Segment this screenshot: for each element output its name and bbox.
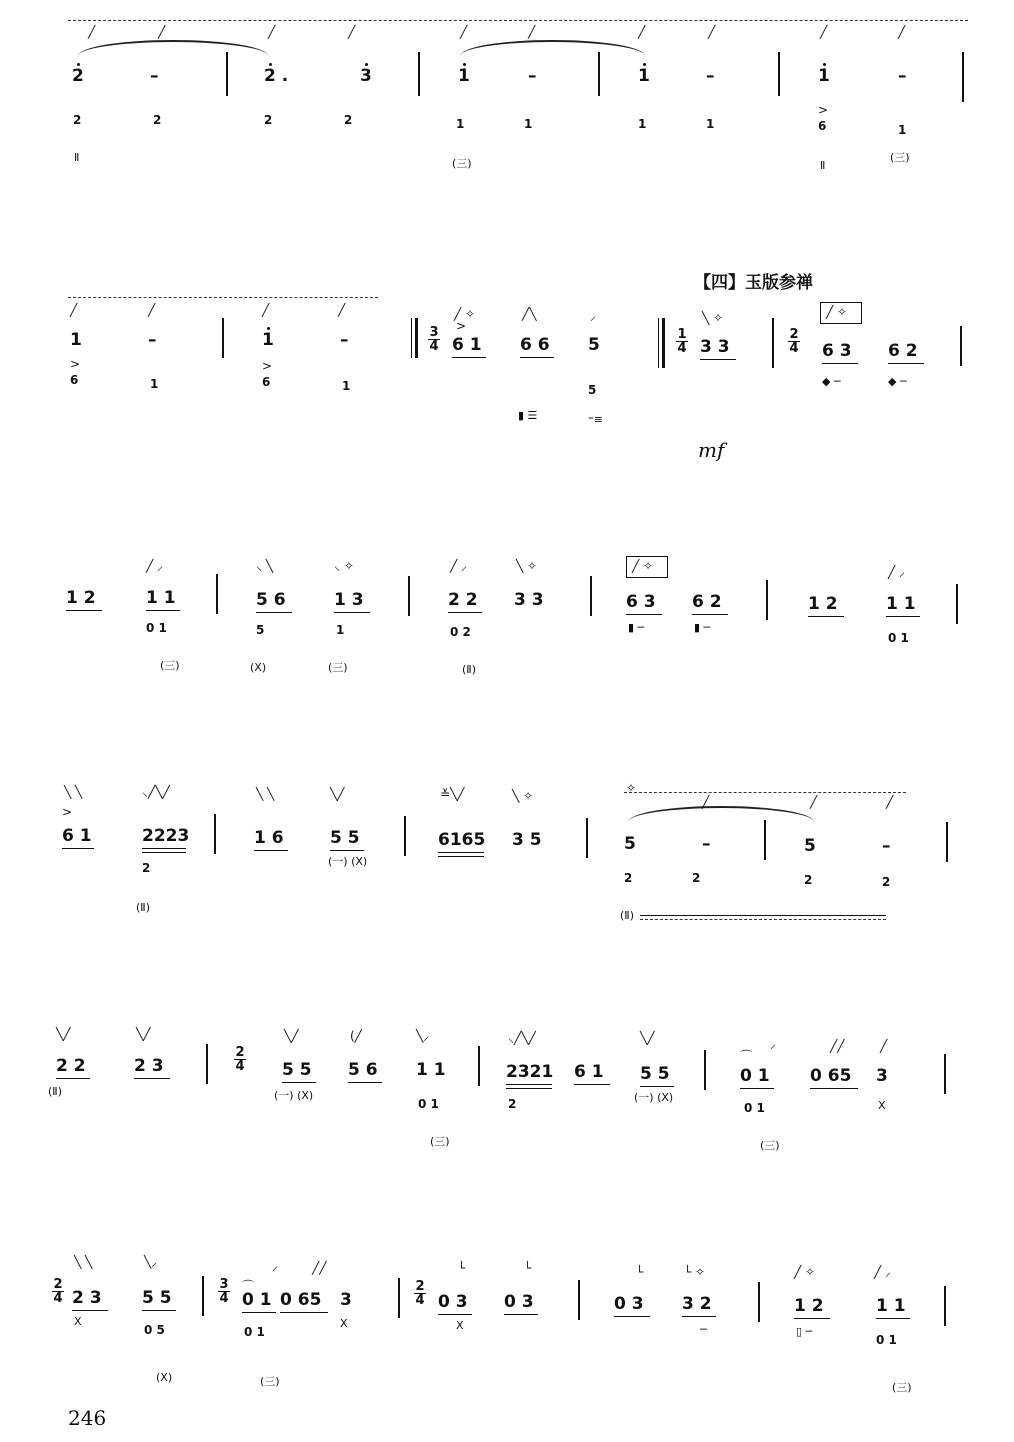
accent-mark: > (456, 319, 467, 333)
underline (682, 1316, 716, 1317)
underline (448, 612, 482, 613)
string-mark: (三) (328, 661, 348, 674)
bass-note: 2 (624, 871, 633, 885)
bass-note: 2 (264, 113, 273, 127)
underline (794, 1318, 830, 1319)
note: 1 1 (146, 588, 176, 608)
dashed-line (640, 919, 886, 920)
bass-note: 1 (706, 117, 715, 131)
underline (692, 614, 728, 615)
note: 2 2 (448, 590, 478, 610)
barline (214, 814, 216, 854)
string-mark: (三) (160, 659, 180, 672)
bowing-mark: ╱ (886, 795, 894, 809)
bowing-mark: ╱ (820, 25, 828, 39)
bowing-mark: ╱ (262, 303, 270, 317)
note: 6 3 (626, 592, 656, 612)
string-mark: ▮ ─ (628, 621, 645, 634)
string-mark: (Ⅱ) (620, 909, 634, 922)
octave-dot (267, 327, 270, 330)
bowing-mark: ╱ (898, 25, 906, 39)
note: 1 1 (416, 1060, 446, 1080)
note: 5 5 (142, 1288, 172, 1308)
bass-note: 5 (256, 623, 265, 637)
bowing-mark: ╱ ⸝ (450, 559, 468, 573)
double-barline (411, 318, 418, 358)
bowing-mark: ╲╱ (56, 1027, 71, 1041)
bowing-mark: ╱ ✧ (632, 559, 654, 573)
barline (586, 818, 588, 858)
note: 5 5 (330, 828, 360, 848)
underline (56, 1078, 90, 1079)
bowing-mark: └ (636, 1265, 644, 1279)
bowing-mark: ╱ (348, 25, 356, 39)
bowing-mark: ⸝ (770, 1037, 777, 1051)
tremolo-line (640, 915, 886, 916)
bass-note: 1 (898, 123, 907, 137)
bowing-mark: ✧ (626, 781, 637, 795)
bass-note: 2 (882, 875, 891, 889)
underline (810, 1088, 858, 1089)
note: 0 3 (614, 1294, 644, 1314)
string-mark: (三) (452, 157, 472, 170)
note: 2 . (264, 66, 289, 86)
barline (398, 1278, 400, 1318)
underline (66, 610, 102, 611)
bass-note: 6 (70, 373, 79, 387)
bowing-mark: └ (524, 1261, 532, 1275)
bass-note: 2 (344, 113, 353, 127)
underline (438, 856, 484, 857)
note: – (706, 66, 715, 86)
string-mark: (三) (430, 1135, 450, 1148)
underline (146, 610, 180, 611)
accent-mark: > (818, 103, 829, 117)
bass-note: 1 (456, 117, 465, 131)
fermata: ⌒ (242, 1279, 255, 1293)
note: 1 (458, 66, 470, 86)
note: 1 1 (876, 1296, 906, 1316)
underline (876, 1318, 910, 1319)
note: 5 (624, 834, 636, 854)
bass-note: 0 1 (744, 1101, 765, 1115)
barline (216, 574, 218, 614)
bass-note: 0 1 (888, 631, 909, 645)
barline (226, 52, 228, 96)
note: 6 1 (62, 826, 92, 846)
note: 5 5 (282, 1060, 312, 1080)
bowing-mark: ╲⸝ (416, 1029, 430, 1043)
underline (348, 1082, 382, 1083)
note: 0 65 (810, 1066, 852, 1086)
note: 2 2 (56, 1056, 86, 1076)
barline (772, 318, 774, 368)
underline (334, 612, 370, 613)
note: – (702, 834, 711, 854)
underline (626, 614, 662, 615)
bowing-mark: ╱ (88, 25, 96, 39)
bowing-mark: ╱ ✧ (794, 1265, 816, 1279)
time-signature: 3 4 (219, 1277, 229, 1306)
bass-note: 0 2 (450, 625, 471, 639)
string-mark: (三) (760, 1139, 780, 1152)
bass-note: 2 (142, 861, 151, 875)
underline (574, 1084, 610, 1085)
underline (504, 1314, 538, 1315)
string-mark: ▯ ─ (796, 1325, 813, 1338)
note: 1 (818, 66, 830, 86)
bowing-mark: ╱ (880, 1039, 888, 1053)
bass-note: 1 (150, 377, 159, 391)
underline (438, 852, 484, 853)
underline (740, 1088, 774, 1089)
note: 6 6 (520, 335, 550, 355)
octave-dot (463, 63, 466, 66)
string-mark: X (74, 1315, 82, 1328)
bowing-mark: ╱ (460, 25, 468, 39)
underline (254, 850, 288, 851)
dynamic-mark: mf (698, 438, 725, 462)
note: 1 (70, 330, 82, 350)
bowing-mark: ╱ (338, 303, 346, 317)
note: 3 5 (512, 830, 542, 850)
underline (242, 1312, 276, 1313)
note: 3 3 (700, 337, 730, 357)
note: 6 2 (692, 592, 722, 612)
bass-note: 6 (818, 119, 827, 133)
bass-note: 1 (336, 623, 345, 637)
note: – (148, 330, 157, 350)
note: 6 2 (888, 341, 918, 361)
string-mark: (一) (X) (328, 855, 368, 868)
bowing-mark: ╱ (638, 25, 646, 39)
accent-mark: > (70, 357, 81, 371)
fermata: ⌒ (740, 1049, 753, 1063)
bass-note: 2 (804, 873, 813, 887)
underline (614, 1316, 650, 1317)
accent-mark: > (62, 805, 73, 819)
barline (408, 576, 410, 616)
bowing-mark: ╲╱ (640, 1031, 655, 1045)
underline (62, 848, 94, 849)
note: 6 1 (574, 1062, 604, 1082)
barline (946, 822, 948, 862)
bass-note: 2 (508, 1097, 517, 1111)
underline (72, 1310, 108, 1311)
bowing-mark: ╲ ✧ (512, 789, 534, 803)
octave-dot (823, 63, 826, 66)
bowing-mark: ╱ ⸝ (146, 559, 164, 573)
bowing-mark: ╲ ✧ (516, 559, 538, 573)
barline (590, 576, 592, 616)
note: – (882, 836, 891, 856)
note: 2 (72, 66, 84, 86)
string-mark: ◆ ─ (822, 375, 841, 388)
underline (142, 1310, 176, 1311)
note: 1 3 (334, 590, 364, 610)
bowing-mark: ⸝ (272, 1259, 279, 1273)
string-mark: (Ⅱ) (136, 901, 150, 914)
string-mark: (三) (260, 1375, 280, 1388)
slur (628, 806, 814, 822)
string-mark: ▮ ─ (694, 621, 711, 634)
underline (822, 363, 858, 364)
underline (808, 616, 844, 617)
time-signature: 1 4 (677, 327, 687, 356)
bowing-mark: ╱ (810, 795, 818, 809)
note: 2 3 (72, 1288, 102, 1308)
note: 5 6 (348, 1060, 378, 1080)
barline (418, 52, 420, 96)
barline (956, 584, 958, 624)
note: 3 3 (514, 590, 544, 610)
note: 0 1 (242, 1290, 272, 1310)
accent-mark: > (262, 359, 273, 373)
bowing-mark: ╱╱ (830, 1039, 845, 1053)
string-mark: (X) (156, 1371, 173, 1384)
note: 6165 (438, 830, 486, 850)
bass-note: 1 (524, 117, 533, 131)
bowing-mark: ╲⸝ (144, 1255, 158, 1269)
bass-note: 0 5 (144, 1323, 165, 1337)
barline (764, 820, 766, 860)
note: 3 (340, 1290, 352, 1310)
note: 5 6 (256, 590, 286, 610)
bowing-mark: ╱ ⸝ (888, 565, 906, 579)
string-mark: X (456, 1319, 464, 1332)
note: 3 (360, 66, 372, 86)
barline (202, 1276, 204, 1316)
time-signature: 3 4 (429, 325, 439, 354)
note: – (150, 66, 159, 86)
dashed-line (68, 297, 378, 298)
string-mark: (三) (892, 1381, 912, 1394)
bowing-mark: ⸜╱╲╱ (142, 785, 170, 799)
bowing-mark: ╲ ✧ (702, 311, 724, 325)
dashed-line (624, 792, 906, 793)
bowing-mark: ╲╱ (136, 1027, 151, 1041)
underline (886, 616, 920, 617)
bass-note: 5 (588, 383, 597, 397)
underline (438, 1314, 472, 1315)
bowing-mark: ╱ ⸝ (874, 1265, 892, 1279)
string-mark: X (340, 1317, 348, 1330)
string-mark: Ⅱ (820, 159, 826, 172)
underline (280, 1312, 328, 1313)
underline (506, 1084, 552, 1085)
bowing-mark: ╱ (702, 795, 710, 809)
underline (142, 848, 186, 849)
octave-dot (77, 63, 80, 66)
double-barline (658, 318, 665, 368)
bowing-mark: ⸜╱╲╱ (508, 1031, 536, 1045)
underline (452, 357, 486, 358)
bowing-mark: ╱ ✧ (826, 305, 848, 319)
bowing-mark: ⸜ ╲ (256, 559, 274, 573)
string-mark: (Ⅱ) (48, 1085, 62, 1098)
note: 1 (262, 330, 274, 350)
underline (134, 1078, 170, 1079)
string-mark: (三) (890, 151, 910, 164)
note: 2223 (142, 826, 190, 846)
barline (578, 1280, 580, 1320)
bowing-mark: ╲ ╲ (64, 785, 83, 799)
string-mark: (Ⅱ) (462, 663, 476, 676)
bowing-mark: ╲ ╲ (74, 1255, 93, 1269)
underline (520, 357, 554, 358)
note: 5 5 (640, 1064, 670, 1084)
bowing-mark: ╱ (268, 25, 276, 39)
section-title: 【四】玉版参禅 (694, 273, 813, 293)
note: – (528, 66, 537, 86)
note: 6 1 (452, 335, 482, 355)
barline (222, 318, 224, 358)
bowing-mark: ╱ ✧ (454, 307, 476, 321)
time-signature: 2 4 (415, 1279, 425, 1308)
string-mark: (一) (X) (634, 1091, 674, 1104)
note: 0 3 (438, 1292, 468, 1312)
string-mark: X (878, 1099, 886, 1112)
bowing-mark: └ ✧ (684, 1265, 706, 1279)
bass-note: 0 1 (418, 1097, 439, 1111)
dashed-line (68, 20, 968, 21)
bowing-mark: ╱ (158, 25, 166, 39)
bowing-mark: ╲╱ (330, 787, 345, 801)
string-mark: ⁼≡ (588, 413, 604, 426)
note: 5 (588, 335, 600, 355)
string-mark: ─ (700, 1323, 707, 1336)
string-mark: (一) (X) (274, 1089, 314, 1102)
string-mark: ◆ ─ (888, 375, 907, 388)
slur (460, 40, 645, 56)
note: 1 6 (254, 828, 284, 848)
note: 1 (638, 66, 650, 86)
underline (506, 1088, 552, 1089)
note: 1 2 (794, 1296, 824, 1316)
bowing-mark: ╲╱ (284, 1029, 299, 1043)
time-signature: 2 4 (235, 1045, 245, 1074)
bass-note: 2 (153, 113, 162, 127)
octave-dot (365, 63, 368, 66)
note: 2321 (506, 1062, 554, 1082)
bowing-mark: ⸝ (590, 309, 597, 323)
string-mark: Ⅱ (74, 151, 80, 164)
octave-dot (269, 63, 272, 66)
bowing-mark: ╱╲ (522, 307, 537, 321)
bass-note: 2 (73, 113, 82, 127)
barline (206, 1044, 208, 1084)
note: 1 1 (886, 594, 916, 614)
note: 1 2 (808, 594, 838, 614)
barline (960, 326, 962, 366)
bass-note: 0 1 (876, 1333, 897, 1347)
note: 0 65 (280, 1290, 322, 1310)
string-mark: ▮ ☰ (518, 409, 538, 422)
time-signature: 2 4 (789, 327, 799, 356)
underline (888, 363, 924, 364)
bowing-mark: ╱ (708, 25, 716, 39)
note: 1 2 (66, 588, 96, 608)
note: 3 2 (682, 1294, 712, 1314)
bowing-mark: └ (458, 1261, 466, 1275)
note: 0 3 (504, 1292, 534, 1312)
barline (758, 1282, 760, 1322)
bass-note: 2 (692, 871, 701, 885)
bass-note: 6 (262, 375, 271, 389)
page-number: 246 (68, 1406, 107, 1430)
bowing-mark: ╲ ╲ (256, 787, 275, 801)
bass-note: 1 (638, 117, 647, 131)
slur (78, 40, 268, 56)
note: – (898, 66, 907, 86)
underline (282, 1082, 316, 1083)
bowing-mark: ╱ (148, 303, 156, 317)
bowing-mark: ≚╲╱ (440, 787, 465, 801)
bowing-mark: (╱ (350, 1029, 362, 1043)
bowing-mark: ╱ (528, 25, 536, 39)
note: 0 1 (740, 1066, 770, 1086)
note: 2 3 (134, 1056, 164, 1076)
underline (640, 1086, 674, 1087)
bass-note: 0 1 (146, 621, 167, 635)
bowing-mark: ╱ (70, 303, 78, 317)
underline (256, 612, 292, 613)
barline (778, 52, 780, 96)
barline (766, 580, 768, 620)
underline (700, 359, 736, 360)
barline (944, 1286, 946, 1326)
string-mark: (X) (250, 661, 267, 674)
bass-note: 1 (342, 379, 351, 393)
note: 3 (876, 1066, 888, 1086)
time-signature: 2 4 (53, 1277, 63, 1306)
note: 6 3 (822, 341, 852, 361)
bass-note: 0 1 (244, 1325, 265, 1339)
bowing-mark: ╱╱ (312, 1261, 327, 1275)
barline (404, 816, 406, 856)
barline (962, 52, 964, 102)
bowing-mark: ⸜ ✧ (334, 559, 354, 573)
octave-dot (643, 63, 646, 66)
barline (598, 52, 600, 96)
barline (704, 1050, 706, 1090)
note: 5 (804, 836, 816, 856)
underline (142, 852, 186, 853)
note: – (340, 330, 349, 350)
barline (478, 1046, 480, 1086)
barline (944, 1054, 946, 1094)
underline (330, 850, 364, 851)
